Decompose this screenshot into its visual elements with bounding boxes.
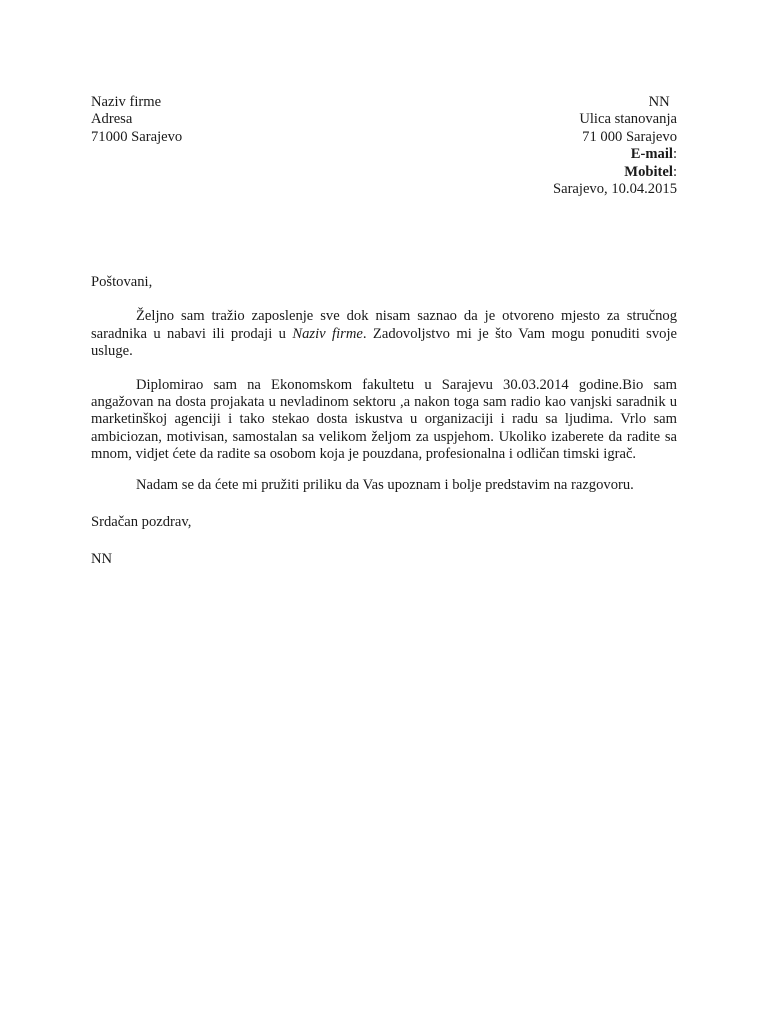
email-label: E-mail: [630, 146, 673, 163]
paragraph-2: Diplomirao sam na Ekonomskom fakultetu u Sarajevu 30.03.2014 godine.Bio sam angažovan na dosta projakata u nevladinom sektoru ,a nakon toga sam radio kao vanjski saradnik u marketinškoj agenciji i tako stekao dosta iskustva u organizaciji i radu sa ljudima. Vrlo sam ambiciozan, motivisan, samostalan sa velikom željom za uspjehom. Ukoliko izaberete da radite sa mnom, vidjet ćete da radite sa osobom koja je pouzdana, profesionalna i odličan timski igrač.: [91, 376, 677, 463]
email-line: [377, 146, 677, 163]
recipient-name-text: NN: [648, 94, 670, 110]
paragraph-3: Nadam se da ćete mi pružiti priliku da Vas upoznam i bolje predstavim na razgovoru.: [136, 476, 634, 493]
sender-company: Naziv firme: [91, 94, 162, 110]
paragraph-1: [91, 308, 677, 360]
mobile-line: [377, 164, 677, 181]
mobile-label: Mobitel: [624, 163, 673, 180]
signature: NN: [91, 551, 113, 568]
email-separator: :: [672, 146, 677, 163]
company-name-italic: Naziv firme: [292, 325, 363, 342]
letter-body: [91, 274, 677, 569]
recipient-name: [377, 94, 677, 111]
paragraph-1-end: . Zadovoljstvo mi je što Vam mogu ponuditi svoje usluge.: [91, 325, 677, 360]
sender-address-block: [91, 94, 391, 146]
greeting: Poštovani,: [91, 274, 153, 290]
closing: Srdačan pozdrav,: [91, 514, 192, 531]
place-date: Sarajevo, 10.04.2015: [552, 181, 677, 198]
paragraph-1-start: Željno sam tražio zaposlenje sve dok nisam saznao da je otvoreno mjesto za stručnog saradnika u nabavi ili prodaji u: [91, 308, 677, 342]
sender-address: Adresa: [91, 111, 133, 128]
mobile-separator: :: [672, 163, 677, 180]
recipient-street: Ulica stanovanja: [579, 111, 677, 128]
sender-city: 71000 Sarajevo: [91, 128, 183, 145]
recipient-contact-block: [377, 94, 677, 198]
recipient-city: 71 000 Sarajevo: [582, 128, 677, 145]
